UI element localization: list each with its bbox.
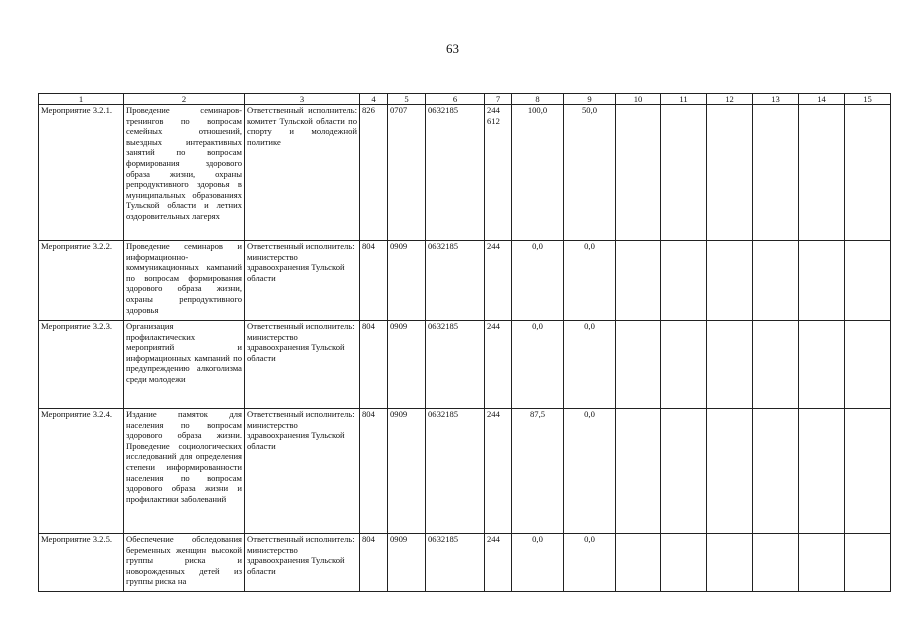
cell-col14 — [799, 321, 845, 409]
header-cell: 9 — [564, 94, 616, 105]
measure-description: Проведение семинаров и информационно-коммуникационных кампаний по вопросам формирования здорового образа жизни, охраны репродуктивного здоровья — [124, 241, 245, 321]
header-cell: 13 — [753, 94, 799, 105]
header-cell: 3 — [245, 94, 360, 105]
cell-col10 — [616, 241, 661, 321]
header-cell: 1 — [39, 94, 124, 105]
cell-col10 — [616, 409, 661, 534]
cell-col13 — [753, 321, 799, 409]
responsible-executor: Ответственный исполнитель: министерство здравоохранения Тульской области — [245, 321, 360, 409]
header-cell: 15 — [845, 94, 891, 105]
cell-col11 — [661, 105, 707, 241]
cell-col12 — [707, 409, 753, 534]
cell-col10 — [616, 534, 661, 592]
cell-col11 — [661, 241, 707, 321]
cell-col5: 0909 — [388, 241, 426, 321]
measure-id: Мероприятие 3.2.3. — [39, 321, 124, 409]
cell-col5: 0909 — [388, 409, 426, 534]
cell-col15 — [845, 409, 891, 534]
header-cell: 12 — [707, 94, 753, 105]
measure-id: Мероприятие 3.2.4. — [39, 409, 124, 534]
cell-col7: 244 — [485, 534, 512, 592]
cell-col8: 100,0 — [512, 105, 564, 241]
cell-col13 — [753, 241, 799, 321]
measure-id: Мероприятие 3.2.1. — [39, 105, 124, 241]
cell-col8: 0,0 — [512, 321, 564, 409]
cell-col14 — [799, 409, 845, 534]
cell-col4: 804 — [360, 241, 388, 321]
cell-col13 — [753, 409, 799, 534]
cell-col12 — [707, 321, 753, 409]
cell-col7: 244 — [485, 321, 512, 409]
measure-id: Мероприятие 3.2.2. — [39, 241, 124, 321]
cell-col11 — [661, 409, 707, 534]
cell-col15 — [845, 534, 891, 592]
cell-col9: 0,0 — [564, 321, 616, 409]
cell-col15 — [845, 321, 891, 409]
header-cell: 14 — [799, 94, 845, 105]
header-cell: 7 — [485, 94, 512, 105]
cell-col7: 244 — [485, 241, 512, 321]
table-row — [39, 105, 891, 241]
header-cell: 8 — [512, 94, 564, 105]
table-row — [39, 409, 891, 534]
header-cell: 6 — [426, 94, 485, 105]
cell-col6: 0632185 — [426, 534, 485, 592]
cell-col5: 0909 — [388, 534, 426, 592]
measure-description: Обеспечение обследования беременных женщин высокой группы риска и новорожденных детей из группы риска на — [124, 534, 245, 592]
cell-col6: 0632185 — [426, 241, 485, 321]
cell-col8: 0,0 — [512, 241, 564, 321]
measure-description: Издание памяток для населения по вопросам здорового образа жизни. Проведение социологических исследований для определения степени информированности населения по вопросам здорового образа жизни и профилактики заболеваний — [124, 409, 245, 534]
table-row — [39, 321, 891, 409]
cell-col6: 0632185 — [426, 105, 485, 241]
cell-col9: 50,0 — [564, 105, 616, 241]
measure-description: Организация профилактических мероприятий и информационных кампаний по предупреждению алкоголизма среди молодежи — [124, 321, 245, 409]
cell-col10 — [616, 321, 661, 409]
cell-col9: 0,0 — [564, 409, 616, 534]
program-table — [38, 93, 891, 592]
cell-col8: 87,5 — [512, 409, 564, 534]
cell-col8: 0,0 — [512, 534, 564, 592]
header-row — [39, 94, 891, 105]
cell-col4: 804 — [360, 409, 388, 534]
cell-col11 — [661, 321, 707, 409]
cell-col14 — [799, 105, 845, 241]
header-cell: 2 — [124, 94, 245, 105]
cell-col12 — [707, 105, 753, 241]
cell-col6: 0632185 — [426, 409, 485, 534]
cell-col15 — [845, 241, 891, 321]
cell-col12 — [707, 534, 753, 592]
cell-col12 — [707, 241, 753, 321]
header-cell: 5 — [388, 94, 426, 105]
header-cell: 10 — [616, 94, 661, 105]
cell-col5: 0909 — [388, 321, 426, 409]
cell-col11 — [661, 534, 707, 592]
cell-col7: 244 612 — [485, 105, 512, 241]
measure-id: Мероприятие 3.2.5. — [39, 534, 124, 592]
cell-col4: 804 — [360, 534, 388, 592]
page-number: 63 — [446, 41, 459, 56]
table-row — [39, 534, 891, 592]
cell-col14 — [799, 534, 845, 592]
responsible-executor: Ответственный исполнитель: комитет Тульской области по спорту и молодежной политике — [245, 105, 360, 241]
responsible-executor: Ответственный исполнитель: министерство здравоохранения Тульской области — [245, 534, 360, 592]
measure-description: Проведение семинаров-тренингов по вопросам семейных отношений, выездных интерактивных занятий по вопросам формирования здорового образа жизни, охраны репродуктивного здоровья в муниципальных образованиях Тульской области и летних оздоровительных лагерях — [124, 105, 245, 241]
cell-col13 — [753, 534, 799, 592]
responsible-executor: Ответственный исполнитель: министерство здравоохранения Тульской области — [245, 241, 360, 321]
cell-col15 — [845, 105, 891, 241]
header-cell: 11 — [661, 94, 707, 105]
cell-col5: 0707 — [388, 105, 426, 241]
header-cell: 4 — [360, 94, 388, 105]
table-row — [39, 241, 891, 321]
cell-col9: 0,0 — [564, 534, 616, 592]
cell-col14 — [799, 241, 845, 321]
cell-col7: 244 — [485, 409, 512, 534]
cell-col6: 0632185 — [426, 321, 485, 409]
cell-col9: 0,0 — [564, 241, 616, 321]
cell-col13 — [753, 105, 799, 241]
cell-col4: 826 — [360, 105, 388, 241]
cell-col4: 804 — [360, 321, 388, 409]
responsible-executor: Ответственный исполнитель: министерство здравоохранения Тульской области — [245, 409, 360, 534]
cell-col10 — [616, 105, 661, 241]
